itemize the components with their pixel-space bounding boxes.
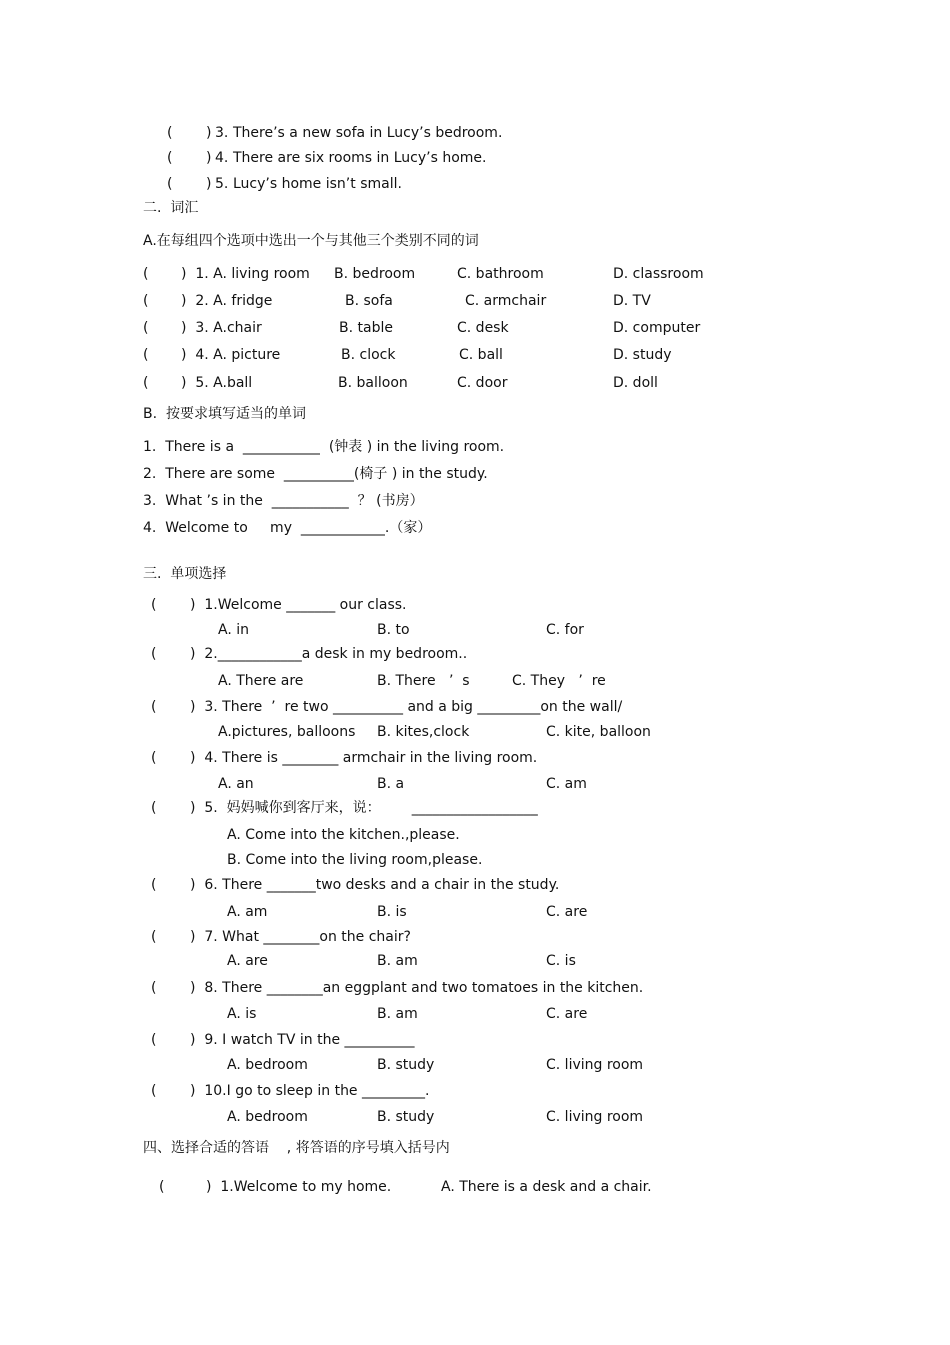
judgement-4-text: There are six rooms in Lucy’s home. xyxy=(233,150,487,166)
section2-partA-title: A.在每组四个选项中选出一个与其他三个类别不同的词 xyxy=(143,233,479,249)
mc-1-option-b: B. to xyxy=(377,622,410,638)
mc-3-option-b: B. kites,clock xyxy=(377,724,470,740)
mc-6-option-c: C. are xyxy=(546,904,588,920)
mc-1-paren: ( xyxy=(151,597,157,613)
mc-10-question: ) 10.I go to sleep in the _________. xyxy=(190,1083,430,1099)
mc-6-option-a: A. am xyxy=(227,904,268,920)
mc-2-paren: ( xyxy=(151,646,157,662)
mc-3-option-c: C. kite, balloon xyxy=(546,724,651,740)
mc-2-question: ) 2.____________a desk in my bedroom.. xyxy=(190,646,468,662)
mc-4-paren: ( xyxy=(151,750,157,766)
partA-4-d: D. study xyxy=(613,347,672,363)
mc-2-option-a: A. There are xyxy=(218,673,304,689)
mc-1-option-a: A. in xyxy=(218,622,249,638)
mc-3-question: ) 3. There ’ re two __________ and a big _________on the wall/ xyxy=(190,699,623,715)
section4-title: 四、选择合适的答语 , 将答语的序号填入括号内 xyxy=(143,1140,450,1156)
partA-2-d: D. TV xyxy=(613,293,651,309)
mc-9-option-a: A. bedroom xyxy=(227,1057,308,1073)
section3-title: 三. 单项选择 xyxy=(143,566,227,582)
mc-8-option-b: B. am xyxy=(377,1006,418,1022)
partA-1-b: B. bedroom xyxy=(334,266,416,282)
partA-4-b: B. clock xyxy=(341,347,396,363)
mc-8-option-c: C. are xyxy=(546,1006,588,1022)
partA-1-paren: ( xyxy=(143,266,149,282)
partA-2-b: B. sofa xyxy=(345,293,393,309)
mc-1-question: ) 1.Welcome _______ our class. xyxy=(190,597,407,613)
mc-9-paren: ( xyxy=(151,1032,157,1048)
mc-9-question: ) 9. I watch TV in the __________ xyxy=(190,1032,415,1048)
mc-1-option-c: C. for xyxy=(546,622,584,638)
judgement-3-paren: ( xyxy=(167,125,173,141)
section2-title: 二. 词汇 xyxy=(143,200,199,216)
judgement-5-num: 5. xyxy=(215,176,229,192)
partA-1-d: D. classroom xyxy=(613,266,704,282)
mc-6-paren: ( xyxy=(151,877,157,893)
partB-4: 4. Welcome to my ____________.（家） xyxy=(143,520,432,536)
mc-8-paren: ( xyxy=(151,980,157,996)
mc-4-option-b: B. a xyxy=(377,776,405,792)
mc-8-question: ) 8. There ________an eggplant and two tomatoes in the kitchen. xyxy=(190,980,644,996)
mc-10-option-c: C. living room xyxy=(546,1109,644,1125)
mc-7-option-c: C. is xyxy=(546,953,576,969)
judgement-4-num: 4. xyxy=(215,150,229,166)
partA-3-a: ) 3. A.chair xyxy=(181,320,262,336)
mc-3-paren: ( xyxy=(151,699,157,715)
judgement-3-close: ) xyxy=(206,125,212,141)
mc-10-option-b: B. study xyxy=(377,1109,435,1125)
mc-6-option-b: B. is xyxy=(377,904,407,920)
mc-4-option-a: A. an xyxy=(218,776,254,792)
partA-3-c: C. desk xyxy=(457,320,509,336)
partA-2-a: ) 2. A. fridge xyxy=(181,293,273,309)
mc-4-option-c: C. am xyxy=(546,776,587,792)
section2-partB-title: B. 按要求填写适当的单词 xyxy=(143,406,306,422)
partA-4-c: C. ball xyxy=(459,347,503,363)
judgement-4-close: ) xyxy=(206,150,212,166)
mc-9-option-c: C. living room xyxy=(546,1057,644,1073)
mc-5-option-b: B. Come into the living room,please. xyxy=(227,852,483,868)
partB-2: 2. There are some __________(椅子 ) in the study. xyxy=(143,466,488,482)
mc-2-option-c: C. They ’ re xyxy=(512,673,606,689)
partA-5-d: D. doll xyxy=(613,375,658,391)
mc-4-question: ) 4. There is ________ armchair in the living room. xyxy=(190,750,538,766)
partB-3: 3. What ’s in the ___________ ？ (书房） xyxy=(143,493,424,509)
mc-7-paren: ( xyxy=(151,929,157,945)
mc-5-question: ) 5. 妈妈喊你到客厅来，说： __________________ xyxy=(190,800,538,816)
dialog-1-paren: ( xyxy=(159,1179,165,1195)
partA-3-d: D. computer xyxy=(613,320,701,336)
dialog-1-answer-a: A. There is a desk and a chair. xyxy=(441,1179,652,1195)
judgement-3-num: 3. xyxy=(215,125,229,141)
partA-2-paren: ( xyxy=(143,293,149,309)
partA-2-c: C. armchair xyxy=(465,293,547,309)
judgement-5-close: ) xyxy=(206,176,212,192)
partA-5-a: ) 5. A.ball xyxy=(181,375,253,391)
mc-5-option-a: A. Come into the kitchen.,please. xyxy=(227,827,460,843)
judgement-5-text: Lucy’s home isn’t small. xyxy=(233,176,402,192)
judgement-3-text: There’s a new sofa in Lucy’s bedroom. xyxy=(233,125,503,141)
mc-10-option-a: A. bedroom xyxy=(227,1109,308,1125)
mc-7-option-b: B. am xyxy=(377,953,418,969)
partA-1-a: ) 1. A. living room xyxy=(181,266,310,282)
mc-7-option-a: A. are xyxy=(227,953,268,969)
partA-5-b: B. balloon xyxy=(338,375,408,391)
mc-6-question: ) 6. There _______two desks and a chair in the study. xyxy=(190,877,560,893)
partA-1-c: C. bathroom xyxy=(457,266,544,282)
mc-5-paren: ( xyxy=(151,800,157,816)
mc-3-option-a: A.pictures, balloons xyxy=(218,724,356,740)
mc-10-paren: ( xyxy=(151,1083,157,1099)
mc-2-option-b: B. There ’ s xyxy=(377,673,470,689)
dialog-1-question: ) 1.Welcome to my home. xyxy=(206,1179,392,1195)
mc-7-question: ) 7. What ________on the chair? xyxy=(190,929,411,945)
partA-4-a: ) 4. A. picture xyxy=(181,347,281,363)
judgement-4-paren: ( xyxy=(167,150,173,166)
partA-3-paren: ( xyxy=(143,320,149,336)
partA-4-paren: ( xyxy=(143,347,149,363)
partA-5-c: C. door xyxy=(457,375,508,391)
partB-1: 1. There is a ___________ (钟表 ) in the living room. xyxy=(143,439,505,455)
mc-8-option-a: A. is xyxy=(227,1006,257,1022)
partA-5-paren: ( xyxy=(143,375,149,391)
partA-3-b: B. table xyxy=(339,320,393,336)
mc-9-option-b: B. study xyxy=(377,1057,435,1073)
judgement-5-paren: ( xyxy=(167,176,173,192)
